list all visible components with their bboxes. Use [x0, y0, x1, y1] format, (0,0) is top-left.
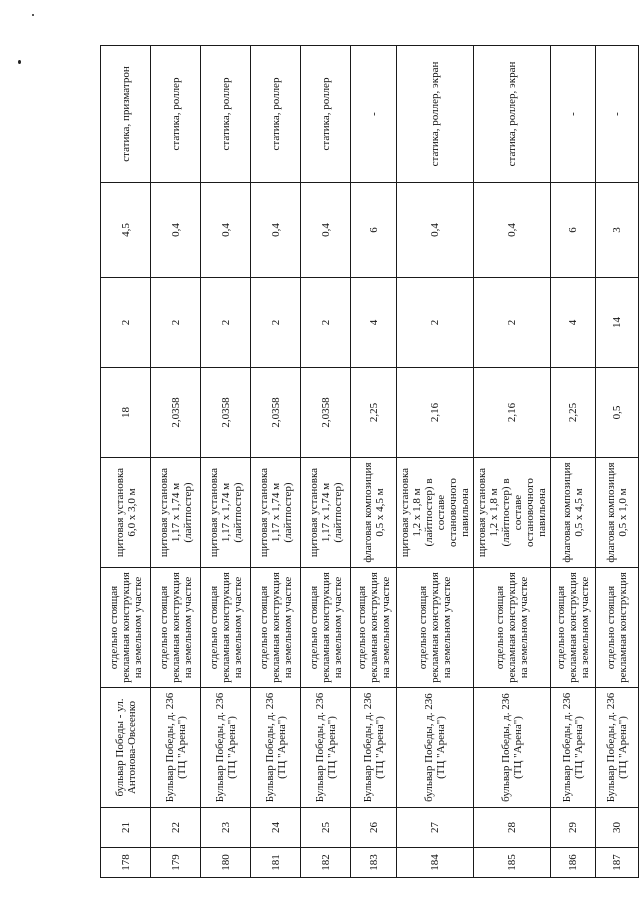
table-row — [397, 46, 474, 878]
cell-type: отдельно стоящая рекламная конструкция — [596, 568, 639, 688]
table-row — [474, 46, 551, 878]
table-row — [251, 46, 301, 878]
cell-total: 0,4 — [397, 183, 474, 278]
cell-total: 0,4 — [151, 183, 201, 278]
cell-total: 0,4 — [251, 183, 301, 278]
cell-address: бульвар Победы, д. 236 (ТЦ "Арена") — [474, 688, 551, 808]
cell-total: 4,5 — [101, 183, 151, 278]
cell-address: Бульвар Победы, д. 236 (ТЦ "Арена") — [251, 688, 301, 808]
cell-type: отдельно стоящая рекламная конструкция на земельном участке — [397, 568, 474, 688]
cell-total: 0,4 — [474, 183, 551, 278]
cell-kind: флаговая композиция 0,5 х 4,5 м — [551, 458, 596, 568]
cell-sub: 28 — [474, 808, 551, 848]
cell-total: 0,4 — [201, 183, 251, 278]
cell-total: 3 — [596, 183, 639, 278]
cell-type: отдельно стоящая рекламная конструкция на земельном участке — [101, 568, 151, 688]
cell-type: отдельно стоящая рекламная конструкция на земельном участке — [351, 568, 397, 688]
cell-area: 2,16 — [397, 368, 474, 458]
table-row — [101, 46, 151, 878]
cell-tech: - — [551, 46, 596, 183]
cell-kind: флаговая композиция 0,5 х 4,5 м — [351, 458, 397, 568]
cell-area: 2,0358 — [201, 368, 251, 458]
cell-sides: 2 — [301, 278, 351, 368]
rotated-table-wrapper — [100, 46, 629, 878]
cell-sides: 2 — [397, 278, 474, 368]
cell-sides: 2 — [474, 278, 551, 368]
cell-kind: флаговая композиция 0,5 х 1,0 м — [596, 458, 639, 568]
cell-sides: 4 — [551, 278, 596, 368]
cell-address: Бульвар Победы, д. 236 (ТЦ "Арена") — [551, 688, 596, 808]
cell-num: 181 — [251, 848, 301, 878]
table-row — [151, 46, 201, 878]
cell-sides: 4 — [351, 278, 397, 368]
cell-tech: статика, роллер — [301, 46, 351, 183]
cell-area: 2,0358 — [151, 368, 201, 458]
cell-num: 187 — [596, 848, 639, 878]
cell-type: отдельно стоящая рекламная конструкция на земельном участке — [301, 568, 351, 688]
cell-kind: щитовая установка 1,17 х 1,74 м (лайтпостер) — [201, 458, 251, 568]
cell-kind: щитовая установка 1,2 х 1,8 м (лайтпостер) в составе остановочного павильона — [474, 458, 551, 568]
cell-address: Бульвар Победы, д. 236 (ТЦ "Арена") — [351, 688, 397, 808]
cell-kind: щитовая установка 1,2 х 1,8 м (лайтпостер) в составе остановочного павильона — [397, 458, 474, 568]
table-body — [101, 46, 639, 878]
cell-total: 6 — [551, 183, 596, 278]
cell-kind: щитовая установка 1,17 х 1,74 м (лайтпостер) — [251, 458, 301, 568]
cell-sub: 25 — [301, 808, 351, 848]
cell-sub: 24 — [251, 808, 301, 848]
cell-sub: 26 — [351, 808, 397, 848]
cell-num: 182 — [301, 848, 351, 878]
table-row — [551, 46, 596, 878]
cell-sub: 30 — [596, 808, 639, 848]
cell-address: Бульвар Победы, д. 236 (ТЦ "Арена") — [151, 688, 201, 808]
cell-type: отдельно стоящая рекламная конструкция на земельном участке — [151, 568, 201, 688]
cell-num: 186 — [551, 848, 596, 878]
cell-area: 2,0358 — [251, 368, 301, 458]
cell-area: 0,5 — [596, 368, 639, 458]
cell-tech: статика, роллер — [151, 46, 201, 183]
cell-kind: щитовая установка 1,17 х 1,74 м (лайтпостер) — [301, 458, 351, 568]
cell-num: 179 — [151, 848, 201, 878]
cell-tech: - — [596, 46, 639, 183]
cell-sides: 2 — [251, 278, 301, 368]
cell-kind: щитовая установка 6,0 х 3,0 м — [101, 458, 151, 568]
advertising-structures-table — [100, 45, 639, 878]
table-row — [201, 46, 251, 878]
cell-area: 2,0358 — [301, 368, 351, 458]
cell-area: 2,25 — [351, 368, 397, 458]
cell-num: 185 — [474, 848, 551, 878]
cell-num: 180 — [201, 848, 251, 878]
table-row — [301, 46, 351, 878]
cell-address: бульвар Победы - ул. Антонова-Овсеенко — [101, 688, 151, 808]
cell-sub: 27 — [397, 808, 474, 848]
scan-speck — [32, 14, 34, 16]
cell-type: отдельно стоящая рекламная конструкция на земельном участке — [201, 568, 251, 688]
cell-sub: 21 — [101, 808, 151, 848]
cell-type: отдельно стоящая рекламная конструкция на земельном участке — [474, 568, 551, 688]
cell-tech: - — [351, 46, 397, 183]
cell-kind: щитовая установка 1,17 х 1,74 м (лайтпостер) — [151, 458, 201, 568]
cell-address: Бульвар Победы, д. 236 (ТЦ "Арена") — [301, 688, 351, 808]
cell-sides: 2 — [201, 278, 251, 368]
table-row — [596, 46, 639, 878]
cell-num: 184 — [397, 848, 474, 878]
cell-sides: 2 — [151, 278, 201, 368]
cell-sub: 22 — [151, 808, 201, 848]
cell-type: отдельно стоящая рекламная конструкция на земельном участке — [251, 568, 301, 688]
cell-sides: 14 — [596, 278, 639, 368]
cell-address: бульвар Победы, д. 236 (ТЦ "Арена") — [397, 688, 474, 808]
cell-sides: 2 — [101, 278, 151, 368]
cell-address: Бульвар Победы, д. 236 (ТЦ "Арена") — [596, 688, 639, 808]
cell-area: 18 — [101, 368, 151, 458]
cell-tech: статика, роллер — [201, 46, 251, 183]
cell-total: 0,4 — [301, 183, 351, 278]
cell-sub: 23 — [201, 808, 251, 848]
cell-total: 6 — [351, 183, 397, 278]
cell-num: 183 — [351, 848, 397, 878]
document-page — [100, 46, 629, 878]
cell-tech: статика, роллер — [251, 46, 301, 183]
cell-type: отдельно стоящая рекламная конструкция на земельном участке — [551, 568, 596, 688]
cell-area: 2,25 — [551, 368, 596, 458]
table-row — [351, 46, 397, 878]
cell-tech: статика, призматрон — [101, 46, 151, 183]
cell-tech: статика, роллер, экран — [397, 46, 474, 183]
cell-sub: 29 — [551, 808, 596, 848]
scan-speck — [18, 60, 21, 64]
cell-num: 178 — [101, 848, 151, 878]
cell-area: 2,16 — [474, 368, 551, 458]
cell-address: Бульвар Победы, д. 236 (ТЦ "Арена") — [201, 688, 251, 808]
cell-tech: статика, роллер, экран — [474, 46, 551, 183]
